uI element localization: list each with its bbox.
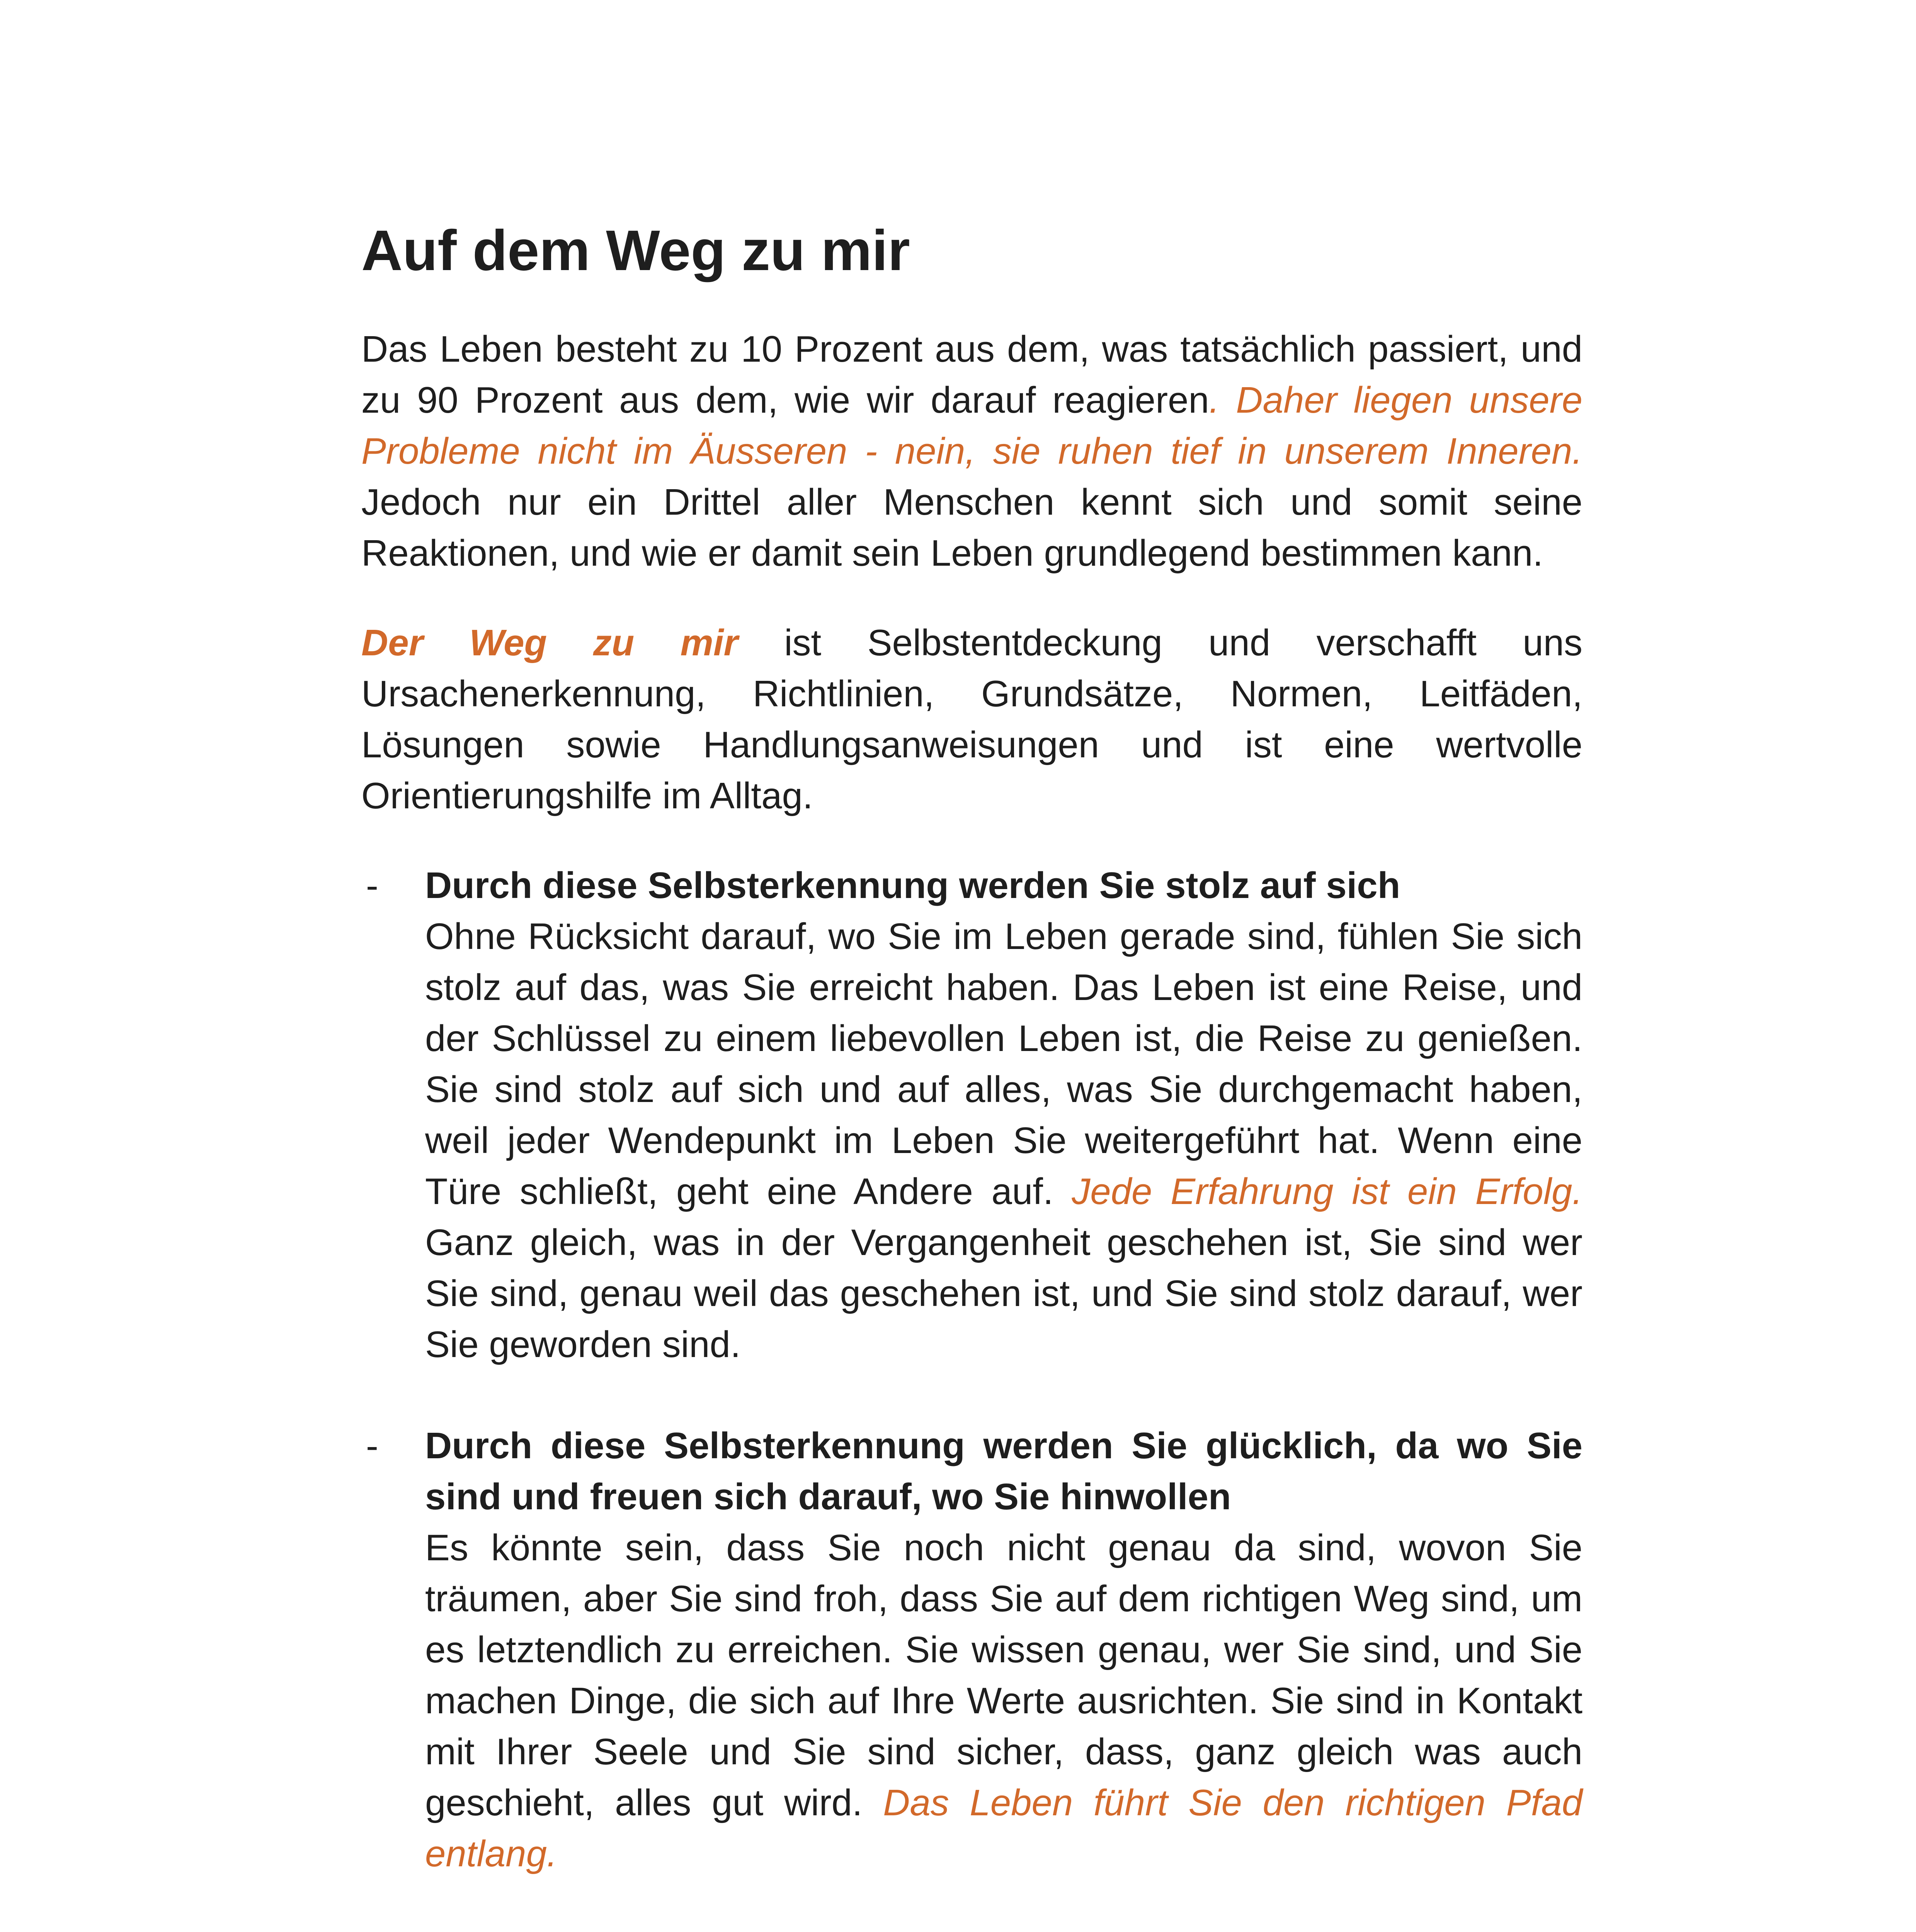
- bullet-heading: Durch diese Selbsterkennung werden Sie stolz auf sich: [425, 864, 1400, 906]
- second-text: ist Selbstentdeckung und verschafft uns Ursachenerkennung, Richtlinien, Grundsätze, Normen, Leitfäden, Lösungen sowie Handlungsanweisungen und ist eine wertvolle Orientierungshilfe im Alltag.: [361, 622, 1583, 816]
- bullet-text-2: Ganz gleich, was in der Vergangenheit geschehen ist, Sie sind wer Sie sind, genau weil das geschehen ist, und Sie sind stolz darauf, wer Sie geworden sind.: [425, 1221, 1582, 1365]
- second-paragraph: [361, 617, 1582, 821]
- bullet-heading: Durch diese Selbsterkennung werden Sie glücklich, da wo Sie sind und freuen sich darauf, wo Sie hinwollen: [425, 1425, 1582, 1517]
- bullet-dash: -: [366, 1425, 378, 1466]
- bullet-accent-text: Jede Erfahrung ist ein Erfolg.: [1072, 1170, 1583, 1212]
- intro-paragraph: [361, 324, 1582, 579]
- bullet-dash: [366, 1930, 378, 1932]
- intro-text-2: Jedoch nur ein Drittel aller Menschen kennt sich und somit seine Reaktionen, und wie er damit sein Leben grundlegend bestimmen kann.: [361, 481, 1582, 574]
- page-title: Auf dem Weg zu mir: [361, 219, 910, 282]
- intro-accent-text: . Daher liegen unsere Probleme nicht im Äusseren - nein, sie ruhen tief in unserem Inneren.: [361, 379, 1583, 472]
- intro-text-1: Das Leben besteht zu 10 Prozent aus dem, was tatsächlich passiert, und zu 90 Prozent aus dem, wie wir darauf reagieren: [361, 328, 1582, 421]
- bullet-item-improvement: [361, 1930, 1582, 1932]
- bullet-item-happiness: [361, 1420, 1582, 1879]
- document-page: [361, 216, 1582, 1932]
- bullet-accent-text: Das Leben führt Sie den richtigen Pfad entlang.: [425, 1782, 1582, 1874]
- bullet-text-1: Ohne Rücksicht darauf, wo Sie im Leben gerade sind, fühlen Sie sich stolz auf das, was Sie erreicht haben. Das Leben ist eine Reise, und der Schlüssel zu einem liebevollen Leben ist, die Reise zu genießen. Sie sind stolz auf sich und auf alles, was Sie durchgemacht haben, weil jeder Wendepunkt im Leben Sie weitergeführt hat. Wenn eine Türe schließt, geht eine Andere auf.: [425, 915, 1582, 1212]
- bullet-dash: -: [366, 864, 378, 906]
- second-accent-text: Der Weg zu mir: [361, 622, 738, 663]
- bullet-item-pride: [361, 860, 1582, 1370]
- bullet-text-1: Es könnte sein, dass Sie noch nicht genau da sind, wovon Sie träumen, aber Sie sind froh, dass Sie auf dem richtigen Weg sind, um es letztendlich zu erreichen. Sie wissen genau, wer Sie sind, und Sie machen Dinge, die sich auf Ihre Werte ausrichten. Sie sind in Kontakt mit Ihrer Seele und Sie sind sicher, dass, ganz gleich was auch geschieht, alles gut wird.: [425, 1527, 1582, 1823]
- bullet-heading: [425, 1930, 1582, 1932]
